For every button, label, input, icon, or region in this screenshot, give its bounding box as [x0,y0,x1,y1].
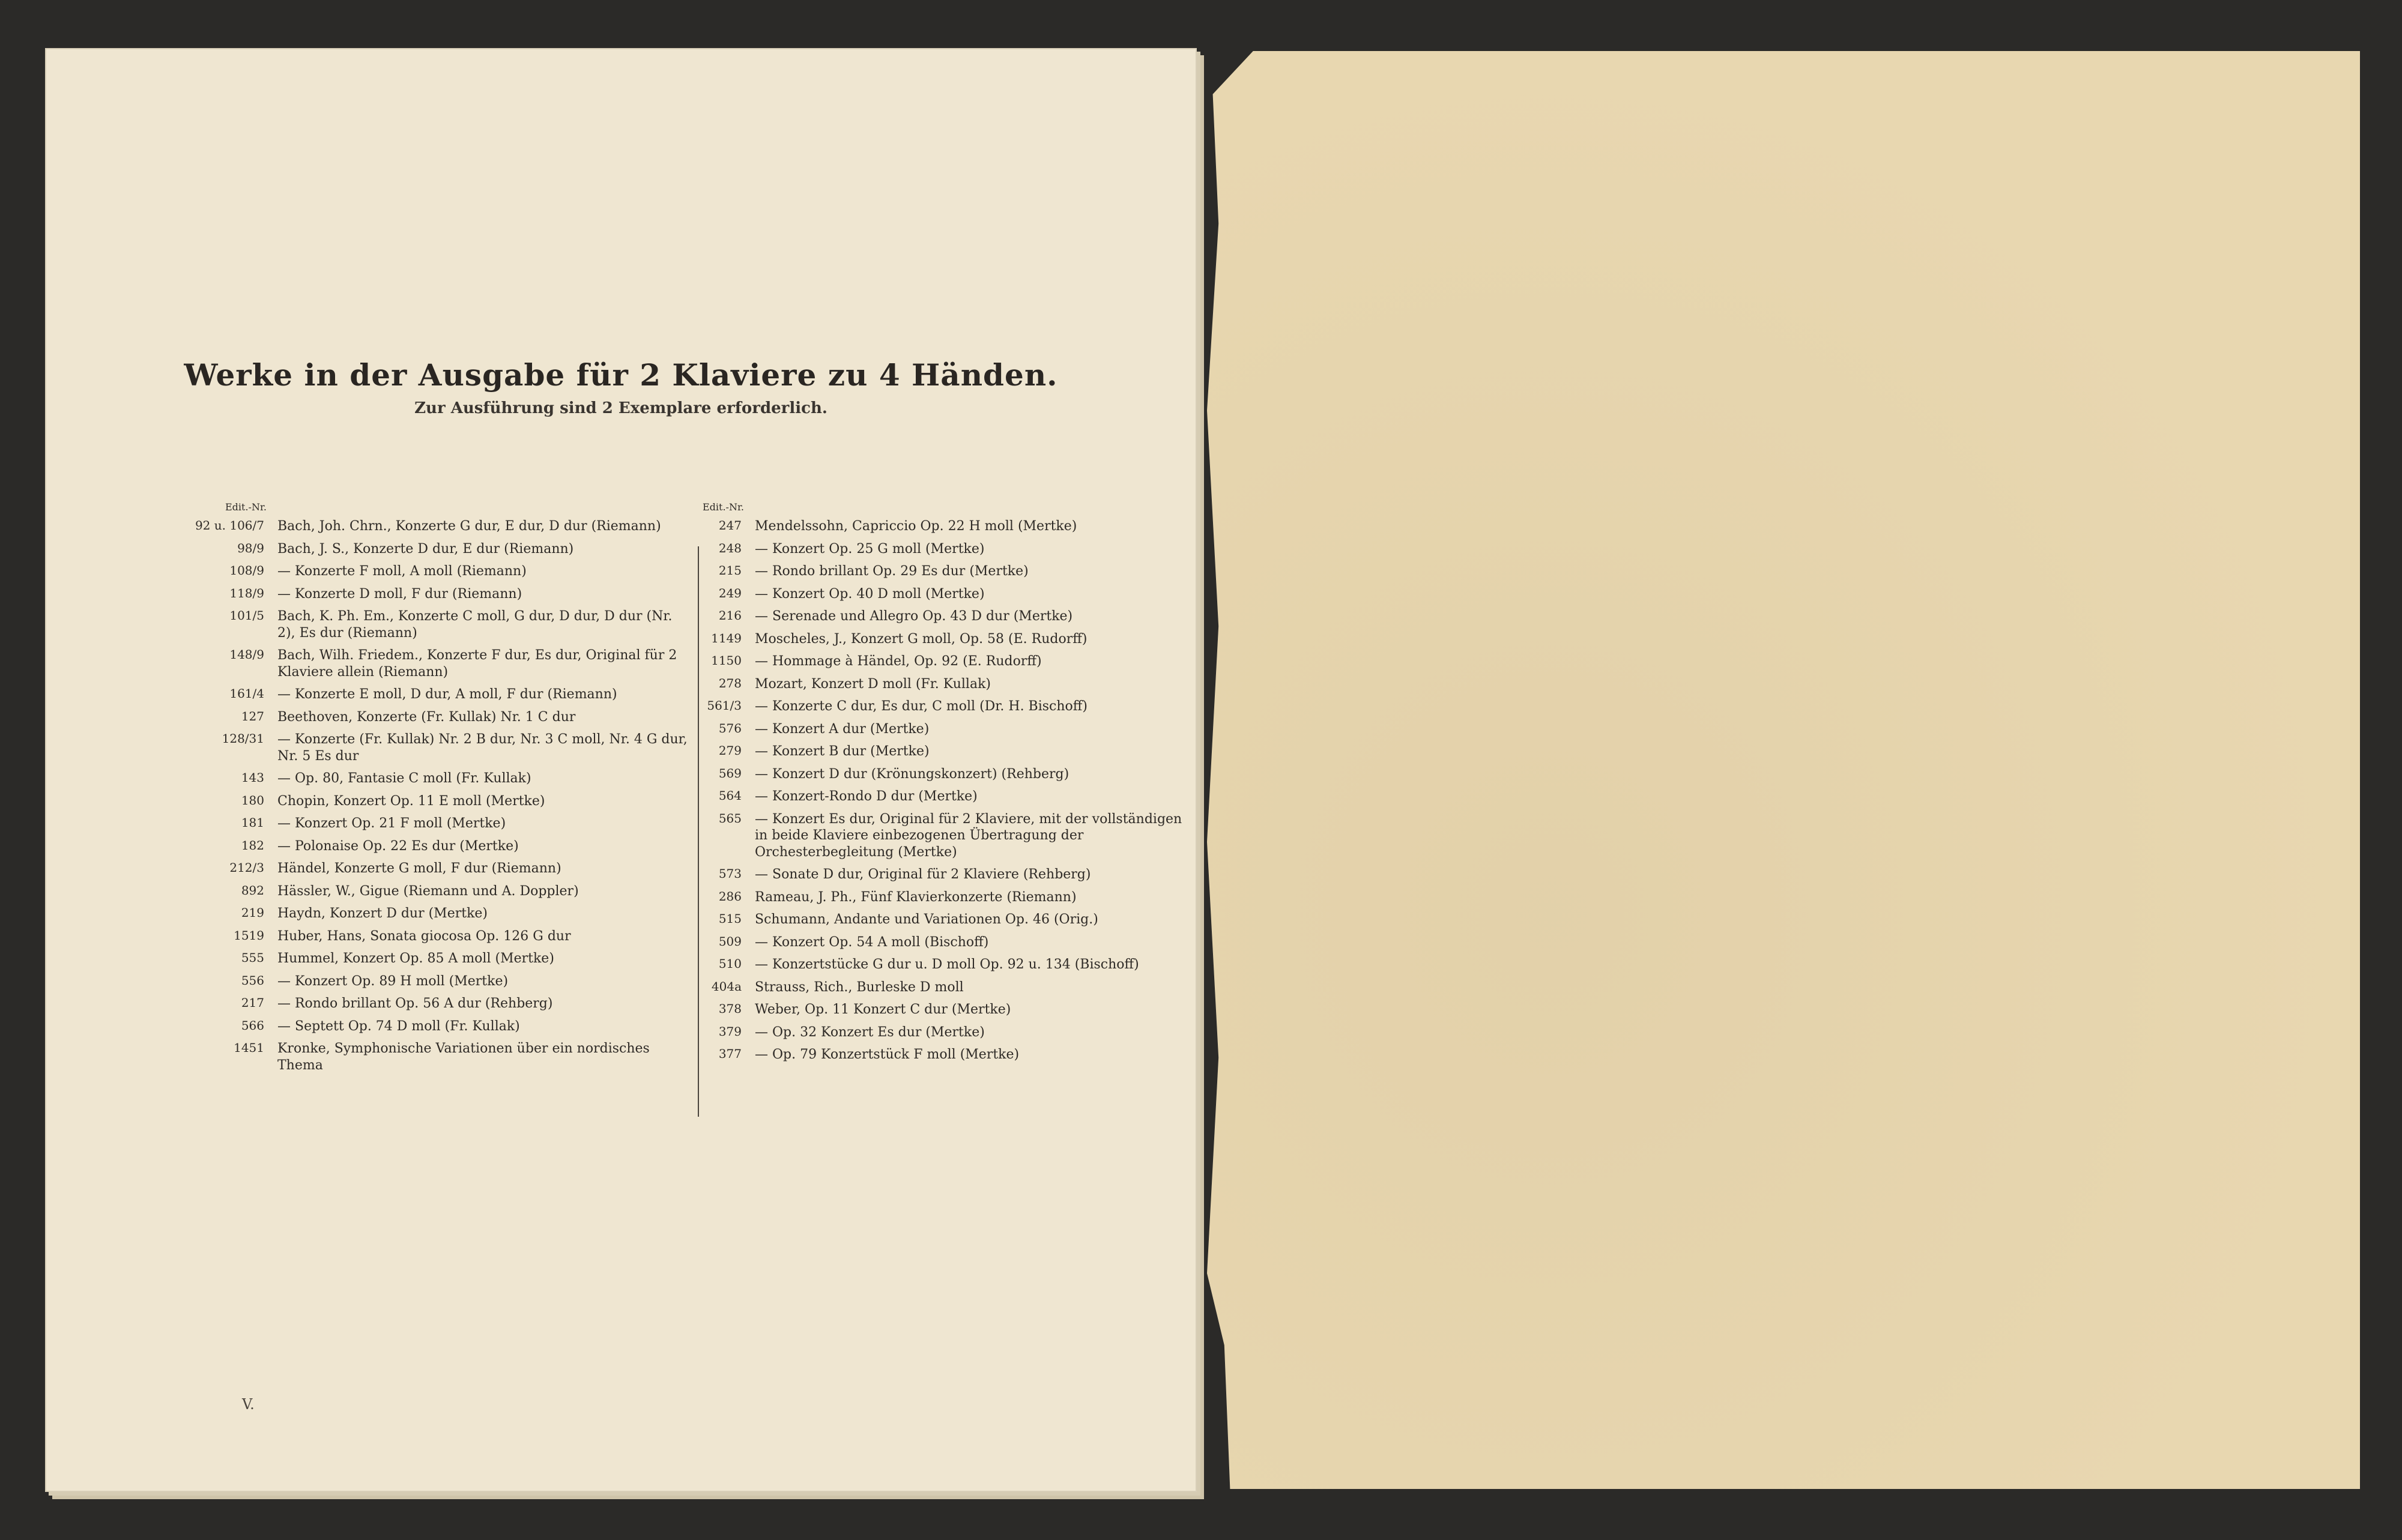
edition-number: 182 [241,838,264,853]
left-column-header: Edit.-Nr. [225,501,267,513]
catalog-entry [177,608,691,641]
edition-number: 515 [718,911,742,926]
edition-number: 573 [718,866,742,881]
entry-text: — Konzert-Rondo D dur (Mertke) [755,789,978,804]
catalog-entry [177,860,691,877]
page-title: Werke in der Ausgabe für 2 Klaviere zu 4 Händen. [184,357,1058,393]
edition-number: 565 [718,811,742,826]
entry-text: Chopin, Konzert Op. 11 E moll (Mertke) [277,793,545,809]
catalog-entry [655,698,1195,715]
catalog-entry [177,541,691,558]
catalog-entry [655,563,1195,580]
entry-text: — Konzert Op. 54 A moll (Bischoff) [755,934,989,950]
edition-number: 118/9 [229,585,264,600]
edition-number: 216 [718,608,742,623]
catalog-entry [655,743,1195,760]
catalog-entry [177,1040,691,1073]
edition-number: 566 [241,1018,264,1033]
entry-text: — Konzert Es dur, Original für 2 Klaviere, mit der vollständigen in beide Klaviere einbezogenen Übertragung der Orchesterbegleitung (Mertke) [755,811,1182,860]
catalog-entry [655,766,1195,783]
catalog-entry [177,950,691,967]
edition-number: 555 [241,950,264,965]
catalog-entry [655,541,1195,558]
catalog-entry [177,647,691,680]
entry-text: — Konzert Op. 89 H moll (Mertke) [277,973,509,989]
entry-text: Rameau, J. Ph., Fünf Klavierkonzerte (Riemann) [755,889,1077,905]
edition-number: 510 [718,956,742,971]
edition-number: 378 [718,1001,742,1016]
catalog-entry [177,770,691,787]
edition-number: 248 [718,540,742,555]
edition-number: 279 [718,743,742,758]
catalog-entry [177,731,691,764]
left-page [45,48,1197,1492]
catalog-entry [655,889,1195,906]
edition-number: 92 u. 106/7 [195,518,264,533]
catalog-entry [655,911,1195,928]
catalog-entry [655,631,1195,648]
edition-number: 561/3 [707,698,742,713]
edition-number: 98/9 [237,540,264,555]
edition-number: 379 [718,1024,742,1039]
edition-number: 377 [718,1046,742,1061]
edition-number: 286 [718,889,742,904]
entry-text: — Hommage à Händel, Op. 92 (E. Rudorff) [755,654,1042,669]
catalog-entry [655,586,1195,603]
entry-text: Strauss, Rich., Burleske D moll [755,979,964,995]
footer-mark: V. [242,1396,255,1413]
entry-text: Bach, K. Ph. Em., Konzerte C moll, G dur, D dur, D dur (Nr. 2), Es dur (Riemann) [277,609,673,641]
edition-number: 181 [241,815,264,830]
right-column [655,501,1195,1069]
entry-text: — Konzert Op. 25 G moll (Mertke) [755,541,985,557]
catalog-entry [655,653,1195,670]
entry-text: — Konzerte C dur, Es dur, C moll (Dr. H. Bischoff) [755,699,1088,714]
entry-text: Bach, Joh. Chrn., Konzerte G dur, E dur, D dur (Riemann) [277,519,661,534]
entry-text: — Konzerte D moll, F dur (Riemann) [277,586,522,602]
entry-text: Hässler, W., Gigue (Riemann und A. Doppler) [277,883,579,899]
paper-stain [1207,51,2360,1489]
catalog-entry [655,608,1195,625]
catalog-entry [655,934,1195,951]
edition-number: 1451 [234,1040,264,1055]
edition-number: 1149 [711,630,742,645]
catalog-entry [177,1018,691,1035]
edition-number: 101/5 [229,608,264,623]
catalog-entry [177,793,691,810]
edition-number: 576 [718,720,742,735]
entry-text: — Polonaise Op. 22 Es dur (Mertke) [277,838,519,854]
catalog-entry [177,518,691,535]
edition-number: 180 [241,793,264,808]
edition-number: 161/4 [229,686,264,701]
edition-number: 564 [718,788,742,803]
entry-text: Kronke, Symphonische Variationen über ein nordisches Thema [277,1041,650,1073]
catalog-entry [177,838,691,855]
catalog-entry [655,956,1195,973]
right-column-header: Edit.-Nr. [703,501,744,513]
entry-text: — Konzerte (Fr. Kullak) Nr. 2 B dur, Nr. 3 C moll, Nr. 4 G dur, Nr. 5 Es dur [277,732,688,764]
entry-text: Bach, Wilh. Friedem., Konzerte F dur, Es dur, Original für 2 Klaviere allein (Riemann) [277,648,677,680]
entry-text: Mozart, Konzert D moll (Fr. Kullak) [755,676,991,692]
entry-text: — Konzerte E moll, D dur, A moll, F dur (Riemann) [277,687,617,702]
edition-number: 509 [718,934,742,949]
entry-text: — Op. 79 Konzertstück F moll (Mertke) [755,1047,1020,1062]
entry-text: — Konzerte F moll, A moll (Riemann) [277,564,527,579]
entry-text: — Op. 80, Fantasie C moll (Fr. Kullak) [277,771,531,786]
catalog-entry [177,709,691,726]
entry-text: — Septett Op. 74 D moll (Fr. Kullak) [277,1018,520,1034]
edition-number: 143 [241,770,264,785]
edition-number: 1150 [711,653,742,668]
catalog-entry [177,815,691,832]
catalog-entry [655,518,1195,535]
edition-number: 278 [718,675,742,690]
edition-number: 404a [711,979,742,994]
edition-number: 215 [718,563,742,578]
catalog-entry [177,563,691,580]
entry-text: — Konzert B dur (Mertke) [755,744,930,759]
left-column [177,501,691,1080]
entry-text: — Konzertstücke G dur u. D moll Op. 92 u. 134 (Bischoff) [755,957,1139,972]
entry-text: Händel, Konzerte G moll, F dur (Riemann) [277,861,561,876]
entry-text: Mendelssohn, Capriccio Op. 22 H moll (Mertke) [755,519,1077,534]
edition-number: 127 [241,708,264,723]
catalog-entry [655,979,1195,996]
edition-number: 247 [718,518,742,533]
entry-text: — Op. 32 Konzert Es dur (Mertke) [755,1024,985,1040]
entry-text: — Rondo brillant Op. 29 Es dur (Mertke) [755,564,1029,579]
entry-text: — Sonate D dur, Original für 2 Klaviere (Rehberg) [755,867,1091,882]
edition-number: 249 [718,585,742,600]
edition-number: 128/31 [222,731,264,746]
entry-text: — Konzert Op. 21 F moll (Mertke) [277,816,506,831]
edition-number: 1519 [234,928,264,943]
entry-text: Bach, J. S., Konzerte D dur, E dur (Riemann) [277,541,574,557]
entry-text: Huber, Hans, Sonata giocosa Op. 126 G dur [277,928,571,944]
catalog-entry [655,866,1195,883]
catalog-entry [655,676,1195,693]
entry-text: Weber, Op. 11 Konzert C dur (Mertke) [755,1002,1011,1017]
catalog-entry [177,973,691,990]
entry-text: — Serenade und Allegro Op. 43 D dur (Mertke) [755,609,1073,624]
catalog-entry [177,586,691,603]
entry-text: — Konzert A dur (Mertke) [755,721,930,737]
catalog-entry [177,995,691,1012]
catalog-entry [655,811,1195,861]
edition-number: 108/9 [229,563,264,578]
edition-number: 569 [718,765,742,781]
catalog-entry [177,905,691,922]
entry-text: Hummel, Konzert Op. 85 A moll (Mertke) [277,951,554,966]
edition-number: 556 [241,973,264,988]
catalog-entry [177,883,691,900]
catalog-entry [655,788,1195,805]
catalog-entry [655,1024,1195,1041]
entry-text: Moscheles, J., Konzert G moll, Op. 58 (E. Rudorff) [755,631,1088,647]
entry-text: Haydn, Konzert D dur (Mertke) [277,906,488,921]
edition-number: 217 [241,995,264,1010]
catalog-entry [177,686,691,703]
entry-text: Beethoven, Konzerte (Fr. Kullak) Nr. 1 C dur [277,709,576,725]
entry-text: — Konzert Op. 40 D moll (Mertke) [755,586,985,602]
catalog-entry [177,928,691,945]
catalog-entry [655,1046,1195,1063]
right-page [1207,51,2360,1489]
entry-text: Schumann, Andante und Variationen Op. 46 (Orig.) [755,912,1098,927]
edition-number: 212/3 [229,860,264,875]
page-subtitle: Zur Ausführung sind 2 Exemplare erforderlich. [414,399,827,417]
edition-number: 148/9 [229,647,264,662]
entry-text: — Konzert D dur (Krönungskonzert) (Rehberg) [755,766,1069,782]
entry-text: — Rondo brillant Op. 56 A dur (Rehberg) [277,996,553,1011]
edition-number: 219 [241,905,264,920]
catalog-entry [655,1001,1195,1018]
catalog-entry [655,721,1195,738]
edition-number: 892 [241,883,264,898]
